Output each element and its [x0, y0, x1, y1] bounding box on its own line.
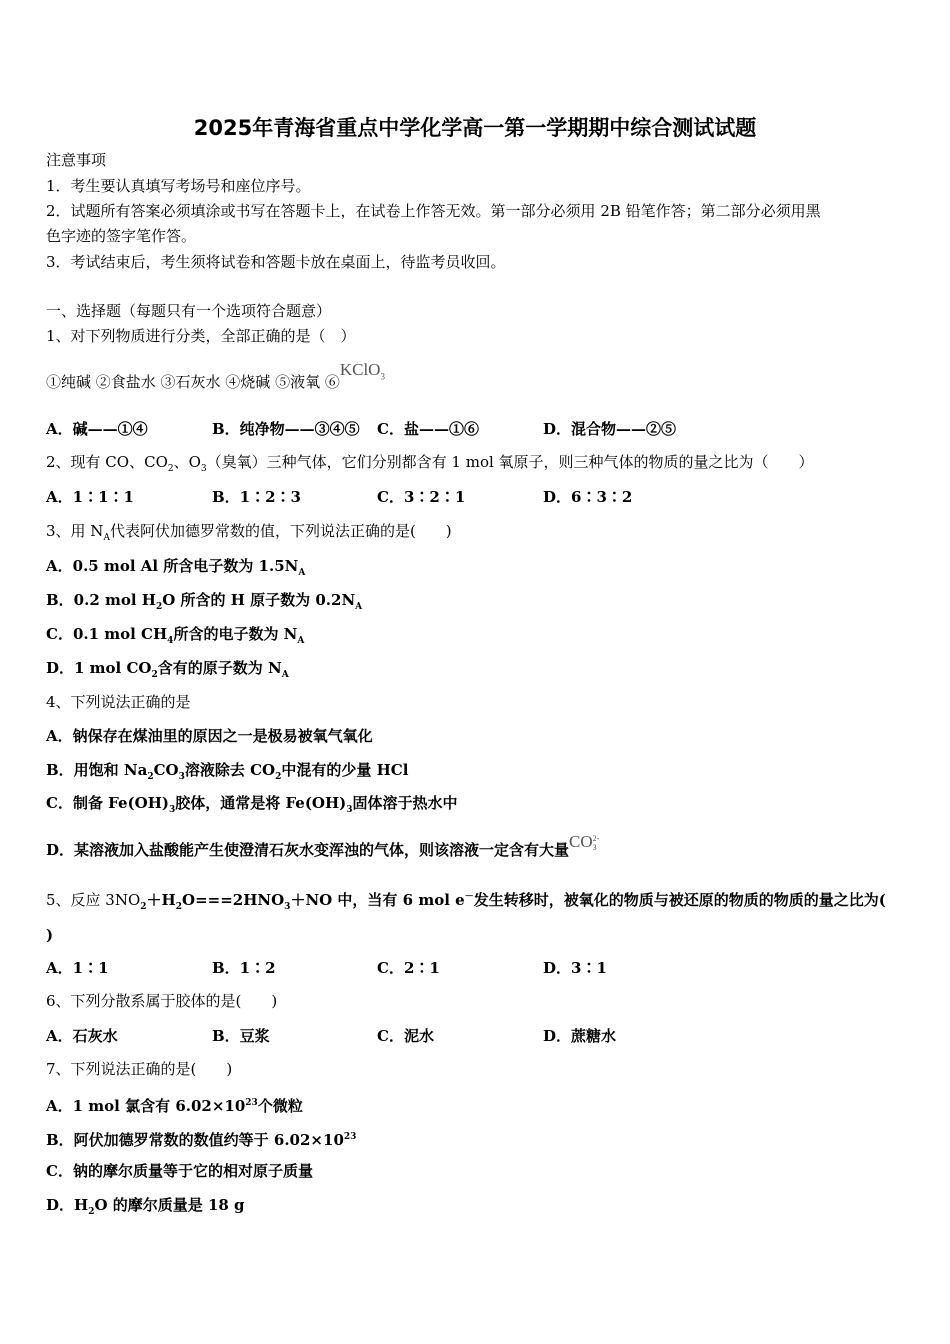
text: B．用饱和 Na: [46, 761, 148, 779]
text: 溶液除去 CO: [184, 761, 276, 779]
q7-option-d[interactable]: [46, 1195, 245, 1222]
text: （臭氧）三种气体，它们分别都含有 1 mol 氧原子，则三种气体的物质的量之比为（ ）: [206, 453, 814, 471]
sub: 2: [275, 772, 282, 782]
q3-stem: [46, 521, 452, 548]
sub: A: [297, 636, 305, 646]
text: B．0.2 mol H: [46, 591, 156, 609]
text: B．阿伏加德罗常数的数值约等于 6.02×10: [46, 1131, 344, 1149]
q4-option-b[interactable]: [46, 760, 408, 787]
text: D．某溶液加入盐酸能产生使澄清石灰水变浑浊的气体，则该溶液一定含有大量: [46, 841, 570, 859]
q6-option-a[interactable]: A．石灰水: [46, 1027, 118, 1045]
sub: 3: [346, 805, 353, 815]
sup: －: [464, 892, 474, 902]
q5-option-b[interactable]: B．1∶2: [212, 959, 276, 977]
q4-option-c[interactable]: [46, 793, 458, 820]
page-title: 2025年青海省重点中学化学高一第一学期期中综合测试试题: [193, 116, 757, 140]
text: 5、反应 3NO: [46, 891, 141, 909]
q5-option-d[interactable]: D．3∶1: [543, 959, 607, 977]
q7-option-b[interactable]: [46, 1127, 356, 1150]
sup: 23: [245, 1098, 258, 1108]
q5-option-a[interactable]: A．1∶1: [46, 959, 109, 977]
q1-items: [46, 360, 385, 398]
q1-stem: 1、对下列物质进行分类，全部正确的是（ ）: [46, 327, 356, 345]
text: D．H: [46, 1196, 89, 1214]
q3-option-b[interactable]: [46, 590, 362, 617]
sub: 3: [178, 772, 185, 782]
q6-stem: 6、下列分散系属于胶体的是( ): [46, 992, 278, 1010]
formula-sup: 2-: [592, 834, 600, 844]
formula-text: KClO: [339, 360, 381, 379]
kclo3-formula: [339, 360, 385, 382]
notice-item: 3．考试结束后，考生须将试卷和答题卡放在桌面上，待监考员收回。: [46, 253, 506, 271]
q7-stem: 7、下列说法正确的是( ): [46, 1060, 233, 1078]
text: A．1 mol 氯含有 6.02×10: [46, 1097, 246, 1115]
q1-option-b[interactable]: B．纯净物——③④⑤: [212, 420, 360, 438]
q7-option-a[interactable]: [46, 1093, 303, 1116]
q2-option-a[interactable]: A．1∶1∶1: [46, 488, 134, 506]
sub: 2: [167, 464, 174, 474]
q5-stem-end: ): [46, 926, 54, 944]
sub: 2: [175, 902, 182, 912]
q7-option-c[interactable]: C．钠的摩尔质量等于它的相对原子质量: [46, 1162, 313, 1180]
q4-option-a[interactable]: A．钠保存在煤油里的原因之一是极易被氧气氧化: [46, 727, 373, 745]
q3-option-c[interactable]: [46, 624, 304, 651]
text: 所含的电子数为 N: [173, 625, 298, 643]
sub: 2: [151, 670, 158, 680]
notice-item: 1．考生要认真填写考场号和座位序号。: [46, 177, 311, 195]
text: D．1 mol CO: [46, 659, 152, 677]
text: 3、用 N: [46, 522, 104, 540]
section-heading: 一、选择题（每题只有一个选项符合题意）: [46, 302, 332, 320]
q1-option-a[interactable]: A．碱——①④: [46, 420, 148, 438]
q1-option-d[interactable]: D．混合物——②⑤: [543, 420, 677, 438]
text: 发生转移时，被氧化的物质与被还原的物质的物质的量之比为(: [473, 891, 886, 909]
sub: 2: [147, 772, 154, 782]
formula-sub: 3: [380, 371, 385, 382]
text: 中混有的少量 HCl: [281, 761, 409, 779]
text: 固体溶于热水中: [352, 794, 458, 812]
q1-option-c[interactable]: C．盐——①⑥: [377, 420, 479, 438]
q6-option-b[interactable]: B．豆浆: [212, 1027, 270, 1045]
text: 个微粒: [257, 1097, 303, 1115]
sup: 23: [343, 1132, 357, 1142]
text: 胶体，通常是将 Fe(OH): [175, 794, 347, 812]
formula-sub: 3: [592, 843, 597, 853]
text: O 的摩尔质量是 18 g: [94, 1196, 245, 1214]
sub: 3: [200, 464, 207, 474]
text: ＋NO 中，当有 6 mol e: [290, 891, 465, 909]
notice-item: 色字迹的签字笔作答。: [46, 227, 197, 245]
q2-option-b[interactable]: B．1∶2∶3: [212, 488, 301, 506]
q6-option-d[interactable]: D．蔗糖水: [543, 1027, 617, 1045]
text: CO: [153, 761, 179, 779]
text: 代表阿伏加德罗常数的值，下列说法正确的是( ): [109, 522, 452, 540]
text: 、O: [173, 453, 201, 471]
q3-option-a[interactable]: [46, 556, 305, 583]
text: 含有的原子数为 N: [157, 659, 282, 677]
text: ＋H: [146, 891, 176, 909]
q2-stem: [46, 452, 814, 479]
text: O 所含的 H 原子数为 0.2N: [162, 591, 356, 609]
sub: A: [103, 533, 110, 543]
q2-option-d[interactable]: D．6∶3∶2: [543, 488, 633, 506]
q1-items-text: ①纯碱 ②食盐水 ③石灰水 ④烧碱 ⑤液氧 ⑥: [46, 373, 340, 391]
sub: 2: [155, 602, 163, 612]
sub: 2: [88, 1207, 95, 1217]
text: 2、现有 CO、CO: [46, 453, 168, 471]
formula-text: CO: [569, 832, 593, 851]
notice-item: 2．试题所有答案必须填涂或书写在答题卡上，在试卷上作答无效。第一部分必须用 2B 铅笔作答；第二部分必须用黑: [46, 202, 821, 220]
carbonate-formula: [569, 832, 599, 851]
q2-option-c[interactable]: C．3∶2∶1: [377, 488, 466, 506]
sub: 2: [140, 902, 147, 912]
sub: 3: [284, 902, 291, 912]
sub: 4: [167, 636, 174, 646]
sub: 3: [168, 805, 176, 815]
sub: A: [281, 670, 289, 680]
notice-heading: 注意事项: [46, 151, 107, 169]
text: C．0.1 mol CH: [46, 625, 168, 643]
text: C．制备 Fe(OH): [46, 794, 169, 812]
q3-option-d[interactable]: [46, 658, 289, 685]
q5-stem: [46, 887, 886, 917]
text: O===2HNO: [182, 891, 285, 909]
text: A．0.5 mol Al 所含电子数为 1.5N: [46, 557, 299, 575]
q6-option-c[interactable]: C．泥水: [377, 1027, 434, 1045]
sub: A: [355, 602, 363, 612]
q4-stem: 4、下列说法正确的是: [46, 693, 191, 711]
q5-option-c[interactable]: C．2∶1: [377, 959, 440, 977]
q4-option-d[interactable]: [46, 832, 600, 860]
sub: A: [298, 568, 306, 578]
